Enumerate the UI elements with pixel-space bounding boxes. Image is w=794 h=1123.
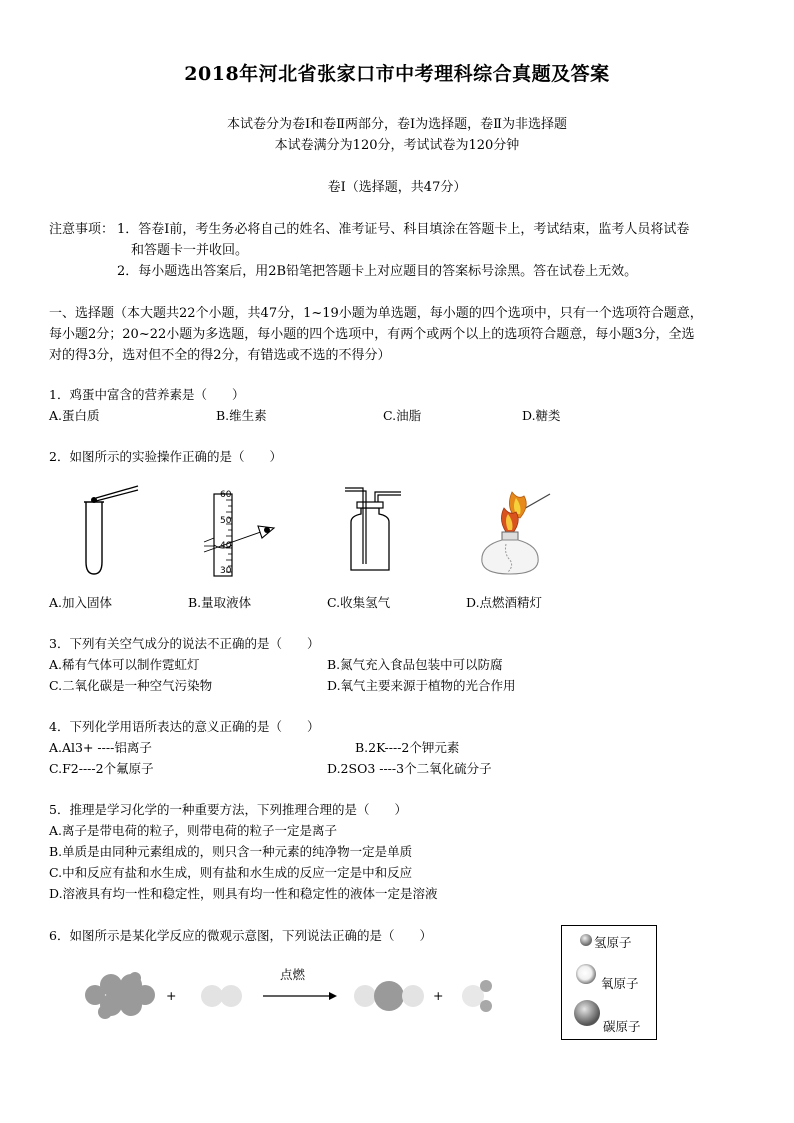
option-a: A.蛋白质 (49, 408, 100, 423)
question-stem: 4．下列化学用语所表达的意义正确的是（ ） (49, 719, 320, 734)
notice-item-1-cont: 和答题卡一并收回。 (131, 243, 249, 258)
cylinder-tick-label: 40 (220, 541, 232, 551)
option-b: B.氮气充入食品包装中可以防腐 (327, 657, 503, 672)
question-stem: 3．下列有关空气成分的说法不正确的是（ ） (49, 636, 320, 651)
option-d: D.氧气主要来源于植物的光合作用 (327, 678, 516, 693)
page-title: 2018年河北省张家口市中考理科综合真题及答案 (184, 63, 610, 85)
option-c: C.收集氢气 (327, 595, 391, 610)
notice-item-2: 2．每小题选出答案后，用2B铅笔把答题卡上对应题目的答案标号涂黑。答在试卷上无效。 (117, 264, 638, 279)
cylinder-tick-label: 30 (220, 566, 232, 576)
option-b: B.单质是由同种元素组成的，则只含一种元素的纯净物一定是单质 (49, 844, 413, 859)
option-a: A.稀有气体可以制作霓虹灯 (49, 657, 200, 672)
question-stem: 2．如图所示的实验操作正确的是（ ） (49, 449, 282, 464)
notice-item-1: 1．答卷Ⅰ前，考生务必将自己的姓名、准考证号、科目填涂在答题卡上，考试结束，监考人员将试卷 (117, 222, 690, 237)
plus-sign: + (166, 988, 177, 1003)
reaction-condition: 点燃 (280, 967, 306, 982)
legend-carbon-label: 碳原子 (603, 1019, 641, 1034)
option-d: D.溶液具有均一性和稳定性，则具有均一性和稳定性的液体一定是溶液 (49, 886, 438, 901)
option-c: C.中和反应有盐和水生成，则有盐和水生成的反应一定是中和反应 (49, 865, 413, 880)
alcohol-lamp-figure (470, 488, 560, 580)
intro-line-2: 本试卷满分为120分，考试试卷为120分钟 (274, 138, 520, 153)
option-b: B.2K----2个钾元素 (355, 740, 460, 755)
option-b: B.量取液体 (188, 595, 252, 610)
notice-label: 注意事项： (49, 222, 115, 237)
part-one-line-2: 每小题2分；20~22小题为多选题，每小题的四个选项中，有两个或两个以上的选项符合题意，每小题3分，全选 (49, 327, 695, 342)
cylinder-tick-label: 60 (220, 490, 232, 500)
graduated-cylinder-figure (200, 490, 290, 580)
carbon-atom-icon (572, 998, 602, 1028)
option-a: A.离子是带电荷的粒子，则带电荷的粒子一定是离子 (49, 823, 338, 838)
hydrogen-atom-icon (578, 932, 594, 948)
intro-line-1: 本试卷分为卷Ⅰ和卷Ⅱ两部分，卷Ⅰ为选择题，卷Ⅱ为非选择题 (227, 117, 567, 132)
legend-hydrogen-label: 氢原子 (594, 935, 632, 950)
gas-bottle-figure (335, 484, 405, 580)
option-d: D.点燃酒精灯 (466, 595, 543, 610)
test-tube-figure (70, 480, 150, 580)
question-stem: 6．如图所示是某化学反应的微观示意图，下列说法正确的是（ ） (49, 928, 432, 943)
option-c: C.F2----2个氟原子 (49, 761, 154, 776)
legend-oxygen-label: 氧原子 (601, 976, 639, 991)
option-d: D.2SO3 ----3个二氧化硫分子 (327, 761, 492, 776)
atom-legend (561, 925, 657, 1040)
option-d: D.糖类 (522, 408, 561, 423)
question-stem: 5．推理是学习化学的一种重要方法，下列推理合理的是（ ） (49, 802, 407, 817)
option-c: C.二氧化碳是一种空气污染物 (49, 678, 213, 693)
option-c: C.油脂 (383, 408, 422, 423)
cylinder-tick-label: 50 (220, 516, 232, 526)
plus-sign: + (433, 988, 444, 1003)
oxygen-atom-icon (574, 962, 598, 986)
question-stem: 1．鸡蛋中富含的营养素是（ ） (49, 387, 245, 402)
part-one-line-3: 对的得3分，选对但不全的得2分，有错选或不选的不得分） (49, 348, 391, 363)
part-one-line-1: 一、选择题（本大题共22个小题，共47分，1~19小题为单选题，每小题的四个选项中，只有一个选项符合题意， (49, 306, 703, 321)
option-b: B.维生素 (216, 408, 267, 423)
option-a: A.加入固体 (49, 595, 113, 610)
section-title: 卷Ⅰ（选择题，共47分） (327, 180, 467, 195)
option-a: A.Al3+ ----铝离子 (49, 740, 152, 755)
